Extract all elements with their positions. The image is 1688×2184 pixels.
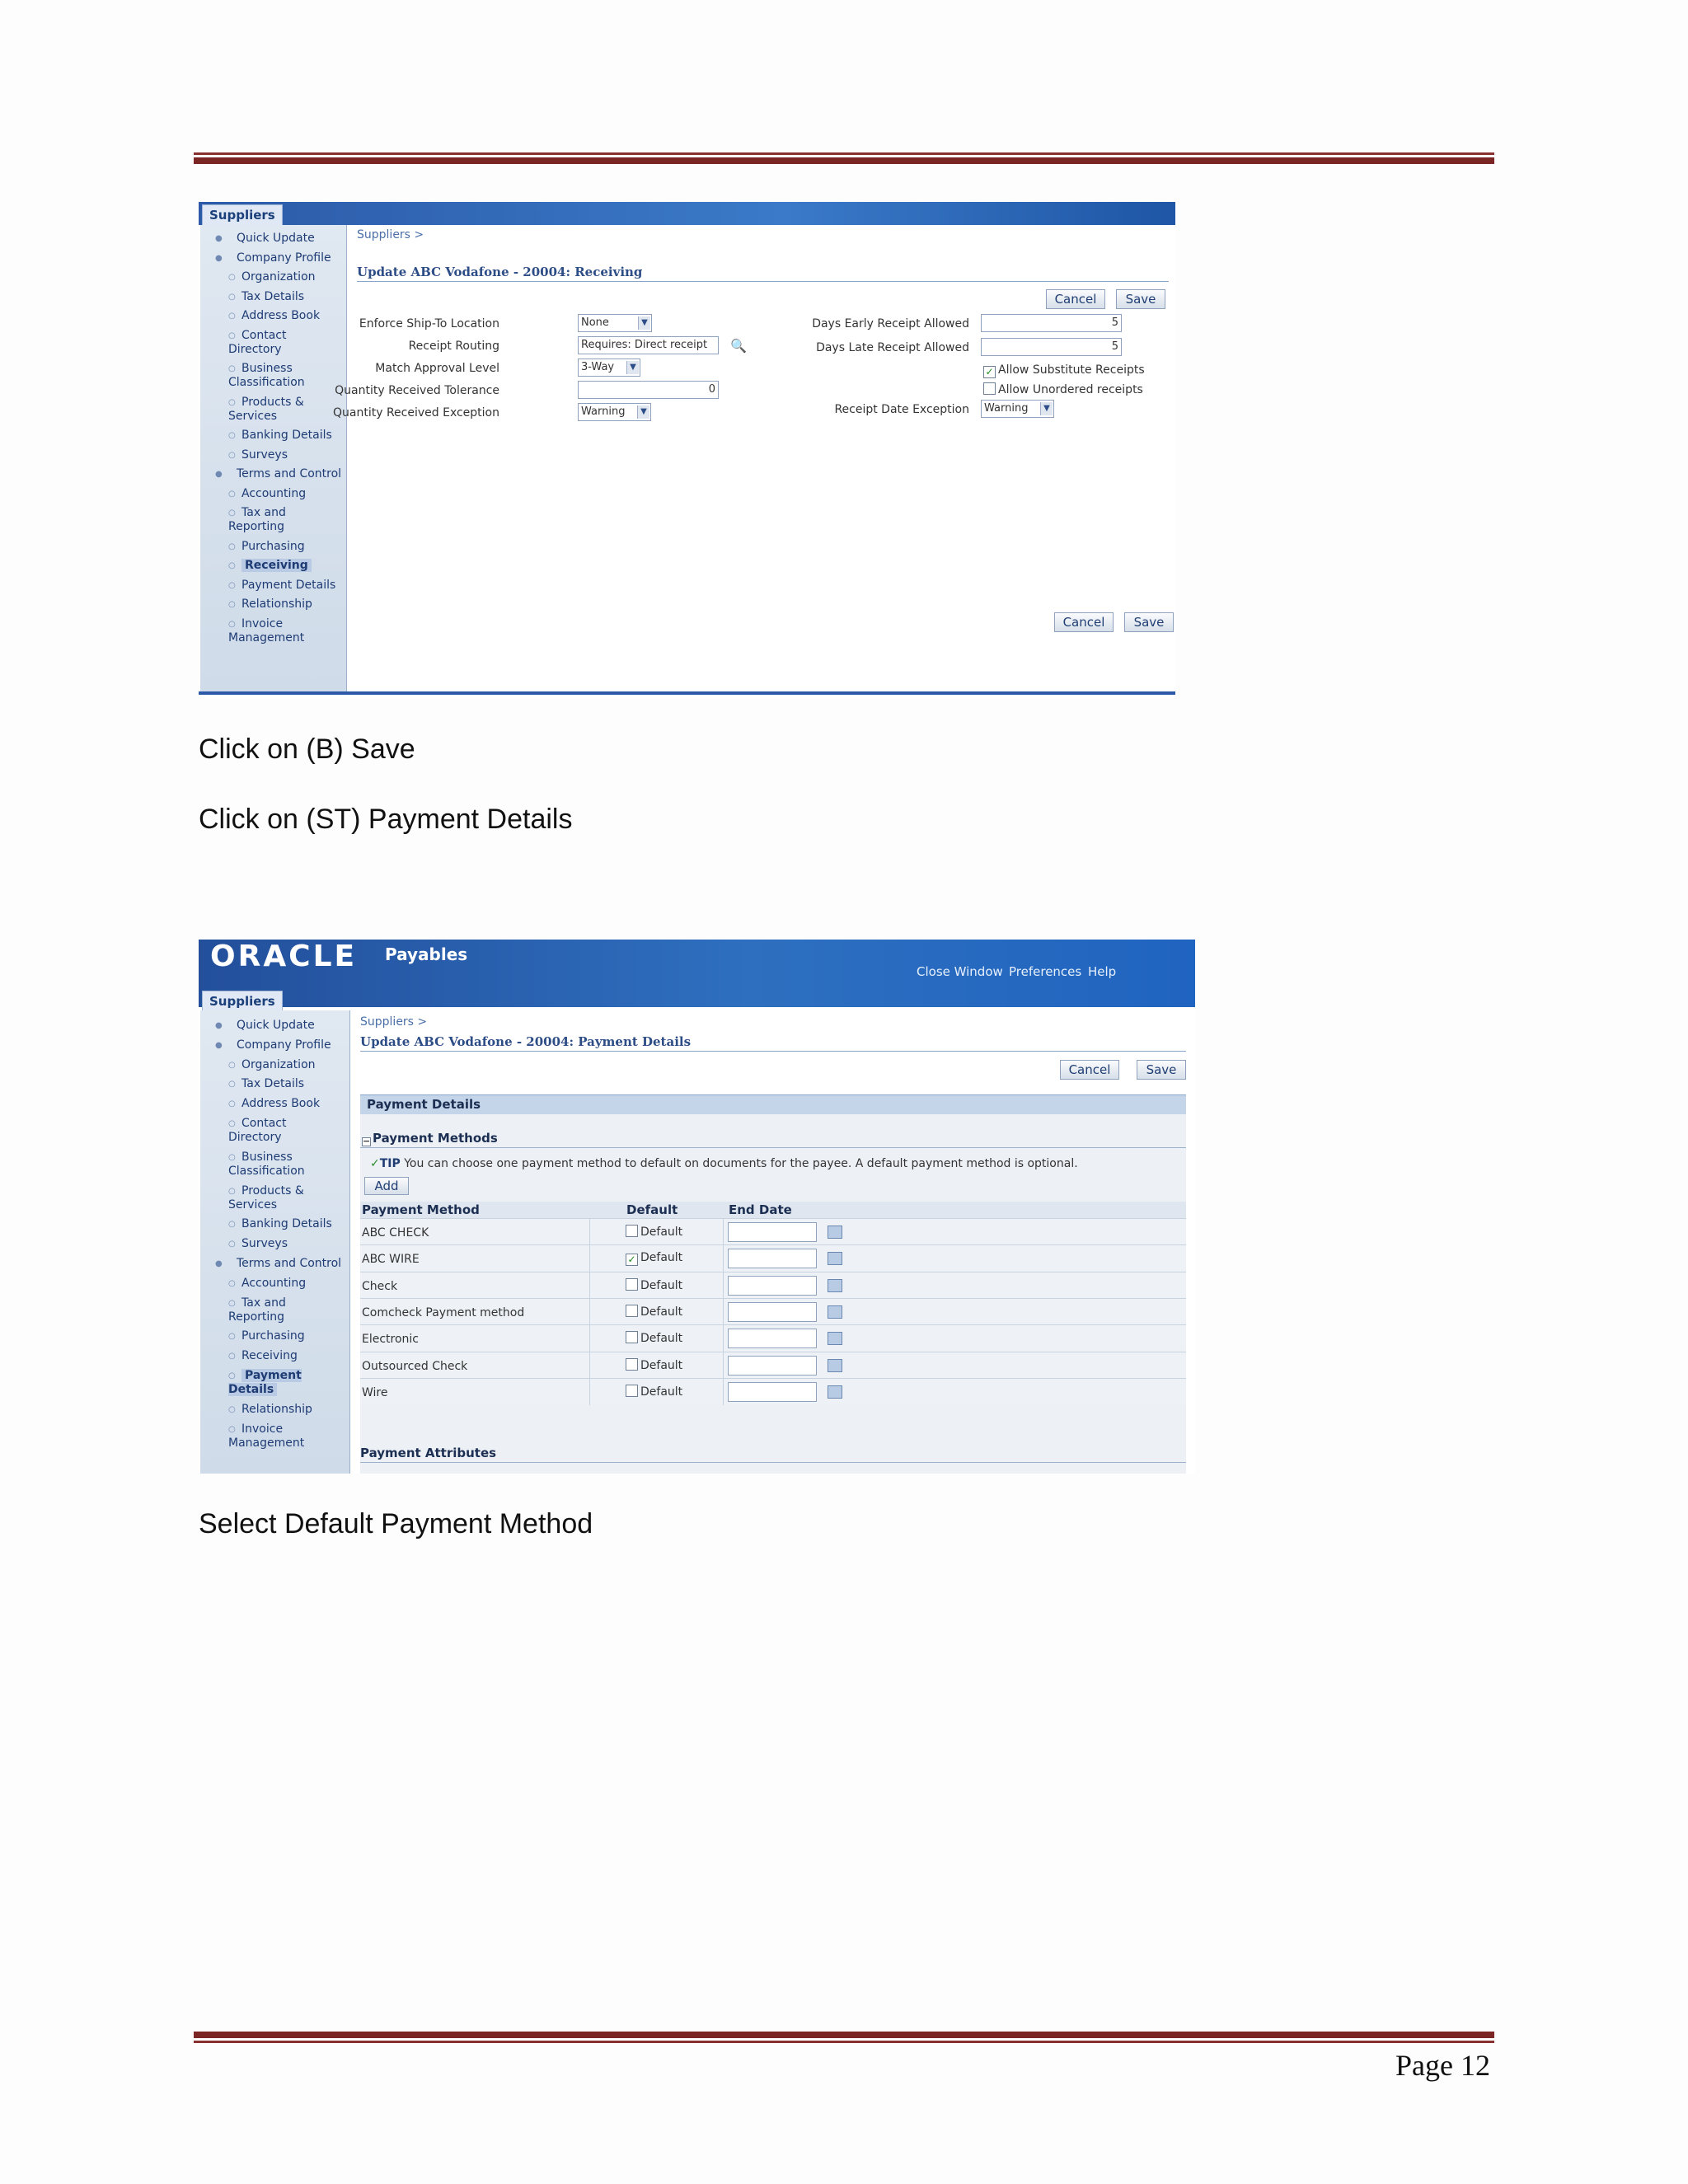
title-divider [357, 281, 1169, 282]
checkmark-icon: ✓ [370, 1157, 380, 1170]
end-date-input[interactable] [728, 1249, 817, 1268]
default-label: Default [640, 1278, 683, 1292]
tab-bar [199, 989, 1195, 1010]
nav-bullet-icon: ○ [228, 619, 236, 629]
nav-item-terms-and-control[interactable]: Terms and Control [237, 1257, 342, 1270]
nav-item-tax-and-reporting[interactable]: Tax and Reporting [228, 1296, 286, 1324]
tab-suppliers[interactable]: Suppliers [202, 204, 283, 225]
nav-bullet-icon: ○ [228, 330, 236, 340]
nav-bullet-icon: ○ [228, 509, 236, 518]
tab-bar [199, 202, 1175, 225]
exception-value: Warning [581, 405, 626, 418]
tab-suppliers[interactable]: Suppliers [202, 991, 283, 1011]
nav-bullet-icon: ○ [228, 1119, 236, 1128]
chevron-down-icon: ▼ [637, 405, 649, 419]
nav-item-payment-details[interactable] [228, 1369, 352, 1397]
payment-methods-header[interactable] [362, 1131, 498, 1146]
nav-bullet-icon: ● [215, 1021, 223, 1030]
payment-method-name: Comcheck Payment method [362, 1305, 525, 1319]
nav-item-contact-directory[interactable]: Contact Directory [228, 328, 287, 356]
routing-input[interactable] [578, 336, 719, 354]
default-checkbox[interactable] [626, 1331, 682, 1345]
payment-details-screenshot [199, 940, 1195, 1474]
ship-to-value: None [581, 316, 609, 329]
date-exc-select[interactable] [981, 400, 1054, 418]
row-divider [589, 1325, 590, 1352]
ship-to-select[interactable] [578, 314, 652, 332]
row-divider [723, 1219, 724, 1245]
chevron-down-icon: ▼ [638, 316, 650, 330]
row-divider [723, 1299, 724, 1325]
chevron-down-icon: ▼ [626, 361, 639, 374]
default-checkbox[interactable] [626, 1251, 682, 1266]
substitute-label: Allow Substitute Receipts [998, 363, 1145, 377]
nav-item-address-book[interactable]: Address Book [241, 309, 321, 322]
breadcrumb[interactable]: Suppliers > [357, 228, 424, 241]
row-divider [589, 1272, 590, 1299]
col-payment-method: Payment Method [362, 1202, 480, 1217]
nav-bullet-icon: ○ [228, 1404, 236, 1414]
nav-item-payment-details[interactable]: Payment Details [241, 578, 336, 592]
calendar-icon[interactable] [828, 1385, 842, 1399]
nav-bullet-icon: ○ [228, 1240, 236, 1249]
col-end-date: End Date [729, 1202, 792, 1217]
nav-bullet-icon: ○ [228, 489, 236, 499]
nav-bullet-icon: ● [215, 253, 223, 263]
nav-item-business-classification[interactable]: Business Classification [228, 1150, 305, 1178]
checkbox-checked-icon: ✓ [983, 366, 996, 378]
nav-item-invoice-management[interactable]: Invoice Management [228, 616, 305, 644]
save-button[interactable]: Save [1137, 1060, 1186, 1080]
nav-item-surveys[interactable]: Surveys [241, 1237, 288, 1251]
payment-method-name: ABC CHECK [362, 1226, 429, 1240]
collapse-icon: − [363, 1136, 371, 1146]
nav-item-receiving[interactable]: Receiving [241, 1349, 298, 1363]
header-rule [194, 152, 1494, 164]
nav-item-banking-details[interactable]: Banking Details [241, 1217, 332, 1231]
table-row [360, 1352, 1186, 1378]
nav-bullet-icon: ○ [228, 1060, 236, 1070]
section-payment-details: Payment Details [360, 1094, 1186, 1114]
row-divider [589, 1379, 590, 1405]
match-select[interactable] [578, 359, 640, 377]
payment-method-name: Electronic [362, 1333, 420, 1347]
footer-rule [194, 2032, 1494, 2043]
attributes-divider [360, 1462, 1186, 1463]
date-exc-label: Receipt Date Exception [834, 403, 969, 416]
nav-item-company-profile[interactable]: Company Profile [237, 1038, 331, 1052]
nav-bullet-icon: ○ [228, 273, 236, 282]
end-date-input[interactable] [728, 1302, 817, 1322]
nav-bullet-icon: ○ [228, 1080, 236, 1090]
nav-bullet-icon: ○ [228, 541, 236, 551]
unordered-checkbox[interactable] [983, 382, 1143, 396]
caption-payment-details: Click on (ST) Payment Details [199, 804, 573, 835]
late-input[interactable] [981, 338, 1122, 356]
tolerance-label: Quantity Received Tolerance [335, 384, 499, 397]
search-icon[interactable]: 🔍 [730, 338, 747, 354]
nav-item-products-services[interactable]: Products & Services [228, 395, 304, 423]
nav-bullet-icon: ● [215, 1259, 223, 1268]
nav-bullet-icon: ○ [228, 397, 236, 407]
nav-bullet-icon: ○ [228, 1186, 236, 1196]
tip-body: You can choose one payment method to default on documents for the payee. A default payment method is optional. [404, 1157, 1078, 1170]
default-label: Default [640, 1358, 683, 1372]
nav-bullet-icon: ● [215, 1040, 223, 1050]
nav-item-terms-and-control[interactable]: Terms and Control [237, 467, 342, 480]
default-checkbox[interactable] [626, 1358, 682, 1372]
default-label: Default [640, 1332, 683, 1346]
tip-text [370, 1157, 1078, 1170]
nav-bullet-icon: ○ [228, 312, 236, 321]
late-label: Days Late Receipt Allowed [816, 341, 969, 354]
nav-item-tax-and-reporting[interactable]: Tax and Reporting [228, 506, 286, 533]
chevron-down-icon: ▼ [1040, 402, 1053, 415]
row-divider [589, 1299, 590, 1325]
end-date-input[interactable] [728, 1382, 817, 1402]
nav-bullet-icon: ○ [228, 1099, 236, 1109]
nav-bullet-icon: ○ [228, 450, 236, 460]
nav-bullet-icon: ○ [228, 1298, 236, 1308]
table-row [360, 1324, 1186, 1351]
default-label: Default [640, 1385, 683, 1399]
match-label: Match Approval Level [375, 362, 499, 375]
table-row [360, 1244, 1186, 1271]
nav-bullet-icon: ○ [228, 561, 236, 570]
nav-item-tax-details[interactable]: Tax Details [241, 1077, 305, 1091]
row-divider [723, 1352, 724, 1379]
early-input[interactable] [981, 314, 1122, 332]
nav-item-purchasing[interactable]: Purchasing [241, 539, 305, 553]
row-divider [723, 1379, 724, 1405]
nav-item-invoice-management[interactable]: Invoice Management [228, 1422, 305, 1450]
product-name: Payables [385, 944, 468, 964]
nav-item-surveys[interactable]: Surveys [241, 448, 288, 462]
nav-item-relationship[interactable]: Relationship [241, 1402, 312, 1416]
tolerance-value: 0 [708, 383, 715, 396]
checkbox-empty-icon [626, 1385, 638, 1397]
nav-item-organization[interactable]: Organization [241, 1057, 316, 1071]
end-date-input[interactable] [728, 1356, 817, 1376]
add-button[interactable]: Add [364, 1177, 409, 1195]
title-divider [360, 1051, 1186, 1052]
page-title: Update ABC Vodafone - 20004: Receiving [357, 265, 643, 279]
nav-bullet-icon: ○ [228, 1152, 236, 1162]
row-divider [589, 1352, 590, 1379]
default-checkbox[interactable] [626, 1385, 682, 1399]
calendar-icon[interactable] [828, 1332, 842, 1345]
nav-item-business-classification[interactable]: Business Classification [228, 362, 305, 389]
nav-item-accounting[interactable]: Accounting [241, 486, 307, 500]
calendar-icon[interactable] [828, 1226, 842, 1239]
side-nav [200, 1010, 350, 1474]
default-label: Default [640, 1251, 683, 1265]
payment-method-name: ABC WIRE [362, 1253, 420, 1267]
date-exc-value: Warning [984, 402, 1029, 415]
checkbox-empty-icon [983, 382, 996, 395]
nav-item-accounting[interactable]: Accounting [241, 1276, 307, 1290]
routing-label: Receipt Routing [408, 340, 499, 353]
exception-select[interactable] [578, 403, 651, 421]
nav-bullet-icon: ○ [228, 1332, 236, 1342]
unordered-label: Allow Unordered receipts [998, 383, 1143, 396]
ship-to-label: Enforce Ship-To Location [359, 317, 499, 330]
row-divider [723, 1325, 724, 1352]
exception-label: Quantity Received Exception [333, 406, 499, 419]
help-link[interactable]: Help [1088, 964, 1117, 979]
nav-bullet-icon: ○ [228, 431, 236, 440]
nav-bullet-icon: ○ [228, 364, 236, 373]
payment-method-name: Outsourced Check [362, 1359, 468, 1373]
default-checkbox[interactable] [626, 1305, 682, 1319]
checkbox-checked-icon: ✓ [626, 1254, 638, 1266]
nav-item-receiving[interactable] [228, 559, 352, 573]
nav-item-company-profile[interactable]: Company Profile [237, 251, 331, 265]
nav-bullet-icon: ○ [228, 1371, 236, 1380]
table-row [360, 1378, 1186, 1404]
nav-bullet-icon: ○ [228, 1278, 236, 1288]
early-value: 5 [1111, 316, 1118, 329]
default-checkbox[interactable] [626, 1225, 682, 1239]
nav-item-quick-update[interactable]: Quick Update [237, 232, 315, 245]
payment-methods-title: Payment Methods [373, 1131, 498, 1146]
save-button[interactable]: Save [1116, 289, 1165, 309]
oracle-logo: ORACLE [210, 940, 358, 973]
nav-item-products-services[interactable]: Products & Services [228, 1183, 304, 1212]
page-title: Update ABC Vodafone - 20004: Payment Details [360, 1034, 692, 1049]
nav-bullet-icon: ● [215, 234, 223, 243]
nav-bullet-icon: ● [215, 470, 223, 479]
nav-item-address-book[interactable]: Address Book [241, 1097, 321, 1111]
payment-method-name: Check [362, 1279, 398, 1293]
substitute-checkbox[interactable] [983, 363, 1145, 378]
nav-bullet-icon: ○ [228, 1424, 236, 1434]
nav-item-banking-details[interactable]: Banking Details [241, 429, 332, 442]
default-label: Default [640, 1305, 683, 1319]
default-checkbox[interactable] [626, 1278, 682, 1292]
default-label: Default [640, 1226, 683, 1239]
end-date-input[interactable] [728, 1276, 817, 1296]
match-value: 3-Way [581, 361, 615, 373]
cancel-button[interactable]: Cancel [1060, 1060, 1119, 1080]
nav-bullet-icon: ○ [228, 580, 236, 590]
payment-method-name: Wire [362, 1385, 388, 1399]
nav-bullet-icon: ○ [228, 600, 236, 609]
end-date-input[interactable] [728, 1329, 817, 1348]
end-date-input[interactable] [728, 1222, 817, 1242]
nav-item-purchasing[interactable]: Purchasing [241, 1329, 305, 1343]
row-divider [589, 1219, 590, 1245]
nav-item-tax-details[interactable]: Tax Details [241, 289, 305, 303]
early-label: Days Early Receipt Allowed [812, 317, 969, 330]
calendar-icon[interactable] [828, 1359, 842, 1372]
row-divider [723, 1272, 724, 1299]
side-nav [200, 225, 347, 691]
tolerance-input[interactable] [578, 381, 719, 399]
nav-item-organization[interactable]: Organization [241, 270, 316, 284]
caption-select-default: Select Default Payment Method [199, 1508, 593, 1540]
subsection-divider [360, 1147, 1186, 1148]
nav-item-relationship[interactable]: Relationship [241, 598, 312, 611]
receiving-screenshot [199, 202, 1175, 698]
preferences-link[interactable]: Preferences [1009, 964, 1082, 979]
calendar-icon[interactable] [828, 1279, 842, 1292]
late-value: 5 [1111, 340, 1118, 353]
cancel-button[interactable]: Cancel [1046, 289, 1105, 309]
bottom-bar [199, 691, 1175, 695]
selected-highlight: Payment Details [228, 1369, 302, 1396]
table-row [360, 1218, 1186, 1244]
checkbox-empty-icon [626, 1305, 638, 1317]
nav-bullet-icon: ○ [228, 292, 236, 302]
col-default: Default [626, 1202, 678, 1217]
payment-attributes-title: Payment Attributes [360, 1446, 497, 1460]
checkbox-empty-icon [626, 1331, 638, 1343]
table-row [360, 1298, 1186, 1324]
row-divider [589, 1245, 590, 1272]
row-divider [723, 1245, 724, 1272]
nav-bullet-icon: ○ [228, 1220, 236, 1230]
save-button-bottom[interactable]: Save [1124, 612, 1174, 632]
close-window-link[interactable]: Close Window [917, 964, 1003, 979]
checkbox-empty-icon [626, 1358, 638, 1371]
tip-label: TIP [379, 1157, 401, 1170]
calendar-icon[interactable] [828, 1252, 842, 1265]
page-number: Page 12 [1395, 2049, 1490, 2082]
checkbox-empty-icon [626, 1278, 638, 1291]
table-row [360, 1272, 1186, 1298]
nav-bullet-icon: ○ [228, 1352, 236, 1361]
nav-item-quick-update[interactable]: Quick Update [237, 1019, 315, 1032]
routing-value: Requires: Direct receipt [581, 339, 708, 351]
calendar-icon[interactable] [828, 1305, 842, 1319]
table-header [360, 1202, 1186, 1218]
nav-item-contact-directory[interactable]: Contact Directory [228, 1117, 287, 1144]
checkbox-empty-icon [626, 1225, 638, 1237]
selected-highlight: Receiving [241, 559, 312, 572]
cancel-button-bottom[interactable]: Cancel [1054, 612, 1114, 632]
breadcrumb[interactable]: Suppliers > [360, 1015, 428, 1029]
caption-save: Click on (B) Save [199, 733, 415, 765]
